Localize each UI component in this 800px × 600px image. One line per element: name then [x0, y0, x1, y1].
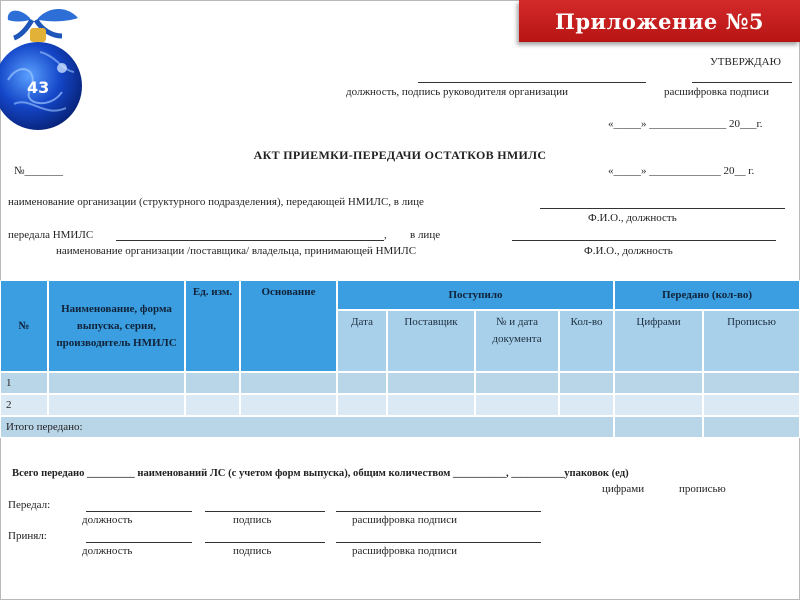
accepted-sign-line	[205, 542, 325, 543]
row-1-words[interactable]	[703, 372, 800, 394]
total-line: Всего передано _________ наименований ЛС (с учетом форм выпуска), общим количеством __________, __________упаковок (ед)	[12, 468, 629, 479]
row-2-number: 2	[0, 394, 48, 416]
approve-label: УТВЕРЖДАЮ	[710, 56, 781, 68]
col-received-header: Поступило	[337, 280, 614, 310]
row-2-words[interactable]	[703, 394, 800, 416]
row-2-basis[interactable]	[240, 394, 337, 416]
row-2-name[interactable]	[48, 394, 185, 416]
sub-qty-header: Кол-во	[559, 310, 614, 372]
row-1-qty[interactable]	[559, 372, 614, 394]
org-transfer-line: наименование организации (структурного подразделения), передающей НМИЛС, в лице	[8, 196, 424, 208]
sub-digits-header: Цифрами	[614, 310, 703, 372]
receiver-org-line	[116, 240, 384, 241]
row-2-supplier[interactable]	[387, 394, 475, 416]
col-name-header: Наименование, форма выпуска, серия, производитель НМИЛС	[48, 280, 185, 372]
words-caption: прописью	[679, 483, 726, 495]
fio-caption-2: Ф.И.О., должность	[584, 245, 673, 257]
transferred-prefix: передала НМИЛС	[8, 229, 94, 241]
total-digits[interactable]	[614, 416, 703, 438]
signature-caption: расшифровка подписи	[664, 86, 769, 98]
position-caption: должность, подпись руководителя организации	[346, 86, 568, 98]
christmas-ornament-icon	[0, 0, 82, 132]
col-num-header: №	[0, 280, 48, 372]
handed-sign-caption: подпись	[233, 514, 272, 526]
accepted-position-caption: должность	[82, 545, 133, 557]
handed-decode-caption: расшифровка подписи	[352, 514, 457, 526]
handed-decode-line	[336, 511, 541, 512]
row-2-qty[interactable]	[559, 394, 614, 416]
act-date-line: «_____» _____________ 20__ г.	[608, 165, 755, 177]
row-1-basis[interactable]	[240, 372, 337, 394]
accepted-sign-caption: подпись	[233, 545, 272, 557]
handed-position-caption: должность	[82, 514, 133, 526]
sub-doc-header: № и дата документа	[475, 310, 559, 372]
accepted-label: Принял:	[8, 530, 47, 542]
handed-sign-line	[205, 511, 325, 512]
row-2-date[interactable]	[337, 394, 387, 416]
approval-date-line: «_____» ______________ 20___г.	[608, 118, 763, 130]
fio-line-1	[540, 208, 785, 209]
accepted-decode-line	[336, 542, 541, 543]
position-line	[418, 82, 646, 83]
accepted-decode-caption: расшифровка подписи	[352, 545, 457, 557]
row-1-name[interactable]	[48, 372, 185, 394]
row-1-unit[interactable]	[185, 372, 240, 394]
fio-line-2	[512, 240, 776, 241]
fio-caption-1: Ф.И.О., должность	[588, 212, 677, 224]
col-basis-header: Основание	[240, 280, 337, 372]
in-person-label: в лице	[410, 229, 441, 241]
handed-label: Передал:	[8, 499, 51, 511]
row-1-number: 1	[0, 372, 48, 394]
col-unit-header: Ед. изм.	[185, 280, 240, 372]
row-1-digits[interactable]	[614, 372, 703, 394]
appendix-badge: Приложение №5	[519, 0, 800, 42]
accepted-position-line	[86, 542, 192, 543]
handed-position-line	[86, 511, 192, 512]
digits-caption: цифрами	[602, 483, 645, 495]
row-1-date[interactable]	[337, 372, 387, 394]
signature-line	[692, 82, 792, 83]
row-1-doc[interactable]	[475, 372, 559, 394]
total-words[interactable]	[703, 416, 800, 438]
row-2-digits[interactable]	[614, 394, 703, 416]
sub-words-header: Прописью	[703, 310, 800, 372]
act-number-line: №_______	[14, 165, 63, 177]
col-transferred-header: Передано (кол-во)	[614, 280, 800, 310]
row-2-unit[interactable]	[185, 394, 240, 416]
row-1-supplier[interactable]	[387, 372, 475, 394]
transfer-table	[0, 280, 800, 440]
sub-date-header: Дата	[337, 310, 387, 372]
comma-mark: ,	[384, 229, 387, 241]
total-transferred-label: Итого передано:	[0, 416, 614, 438]
ornament-number: 43	[27, 78, 50, 97]
act-title: АКТ ПРИЕМКИ-ПЕРЕДАЧИ ОСТАТКОВ НМИЛС	[253, 148, 547, 162]
row-2-doc[interactable]	[475, 394, 559, 416]
receiver-caption: наименование организации /поставщика/ владельца, принимающей НМИЛС	[56, 245, 417, 257]
sub-supplier-header: Поставщик	[387, 310, 475, 372]
